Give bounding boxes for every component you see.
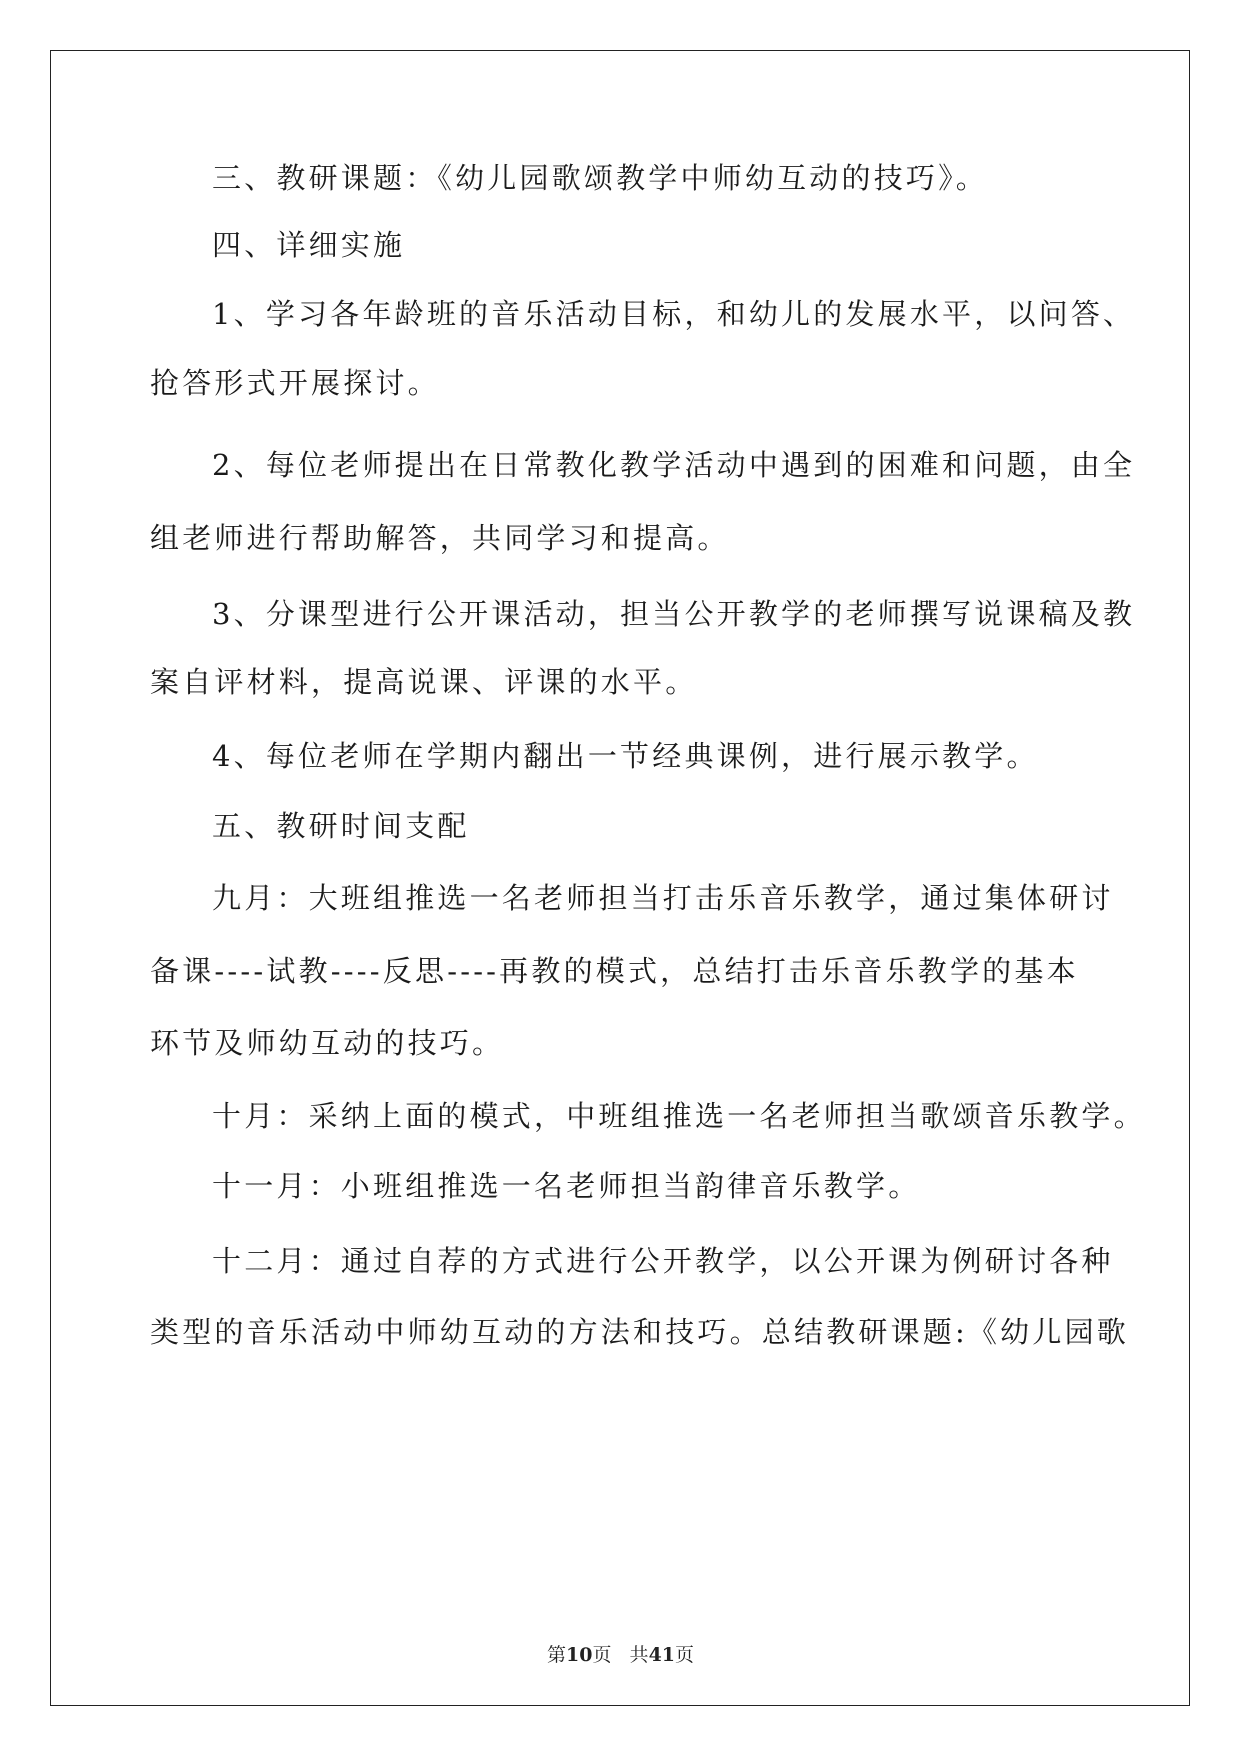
paragraph-line: 类型的音乐活动中师幼互动的方法和技巧。总结教研课题:《幼儿园歌	[150, 1315, 1129, 1349]
paragraph-line: 备课----试教----反思----再教的模式，总结打击乐音乐教学的基本	[150, 954, 1079, 988]
paragraph-line: 十月：采纳上面的模式，中班组推选一名老师担当歌颂音乐教学。	[212, 1099, 1146, 1133]
paragraph-line: 十二月：通过自荐的方式进行公开教学，以公开课为例研讨各种	[212, 1244, 1114, 1278]
paragraph-line: 抢答形式开展探讨。	[150, 366, 440, 400]
current-page-number: 10	[565, 1644, 593, 1666]
paragraph-line: 组老师进行帮助解答，共同学习和提高。	[150, 521, 730, 555]
paragraph-line: 1、学习各年龄班的音乐活动目标，和幼儿的发展水平，以问答、	[212, 297, 1136, 331]
footer-mid: 页 共	[592, 1644, 649, 1666]
total-pages-number: 41	[648, 1644, 676, 1666]
page-footer	[0, 1640, 1241, 1667]
section-heading-topic: 三、教研课题：《幼儿园歌颂教学中师幼互动的技巧》。	[212, 161, 989, 195]
section-heading-schedule: 五、教研时间支配	[212, 809, 470, 843]
paragraph-line: 环节及师幼互动的技巧。	[150, 1026, 505, 1060]
paragraph-line: 3、分课型进行公开课活动，担当公开教学的老师撰写说课稿及教	[212, 597, 1136, 631]
paragraph-line: 十一月：小班组推选一名老师担当韵律音乐教学。	[212, 1169, 921, 1203]
paragraph-line: 4、每位老师在学期内翻出一节经典课例，进行展示教学。	[212, 739, 1039, 773]
paragraph-line: 九月：大班组推选一名老师担当打击乐音乐教学，通过集体研讨	[212, 881, 1114, 915]
footer-suffix: 页	[675, 1644, 695, 1666]
section-heading-implementation: 四、详细实施	[212, 228, 406, 262]
paragraph-line: 2、每位老师提出在日常教化教学活动中遇到的困难和问题，由全	[212, 448, 1136, 482]
paragraph-line: 案自评材料，提高说课、评课的水平。	[150, 665, 698, 699]
footer-prefix: 第	[546, 1644, 566, 1666]
